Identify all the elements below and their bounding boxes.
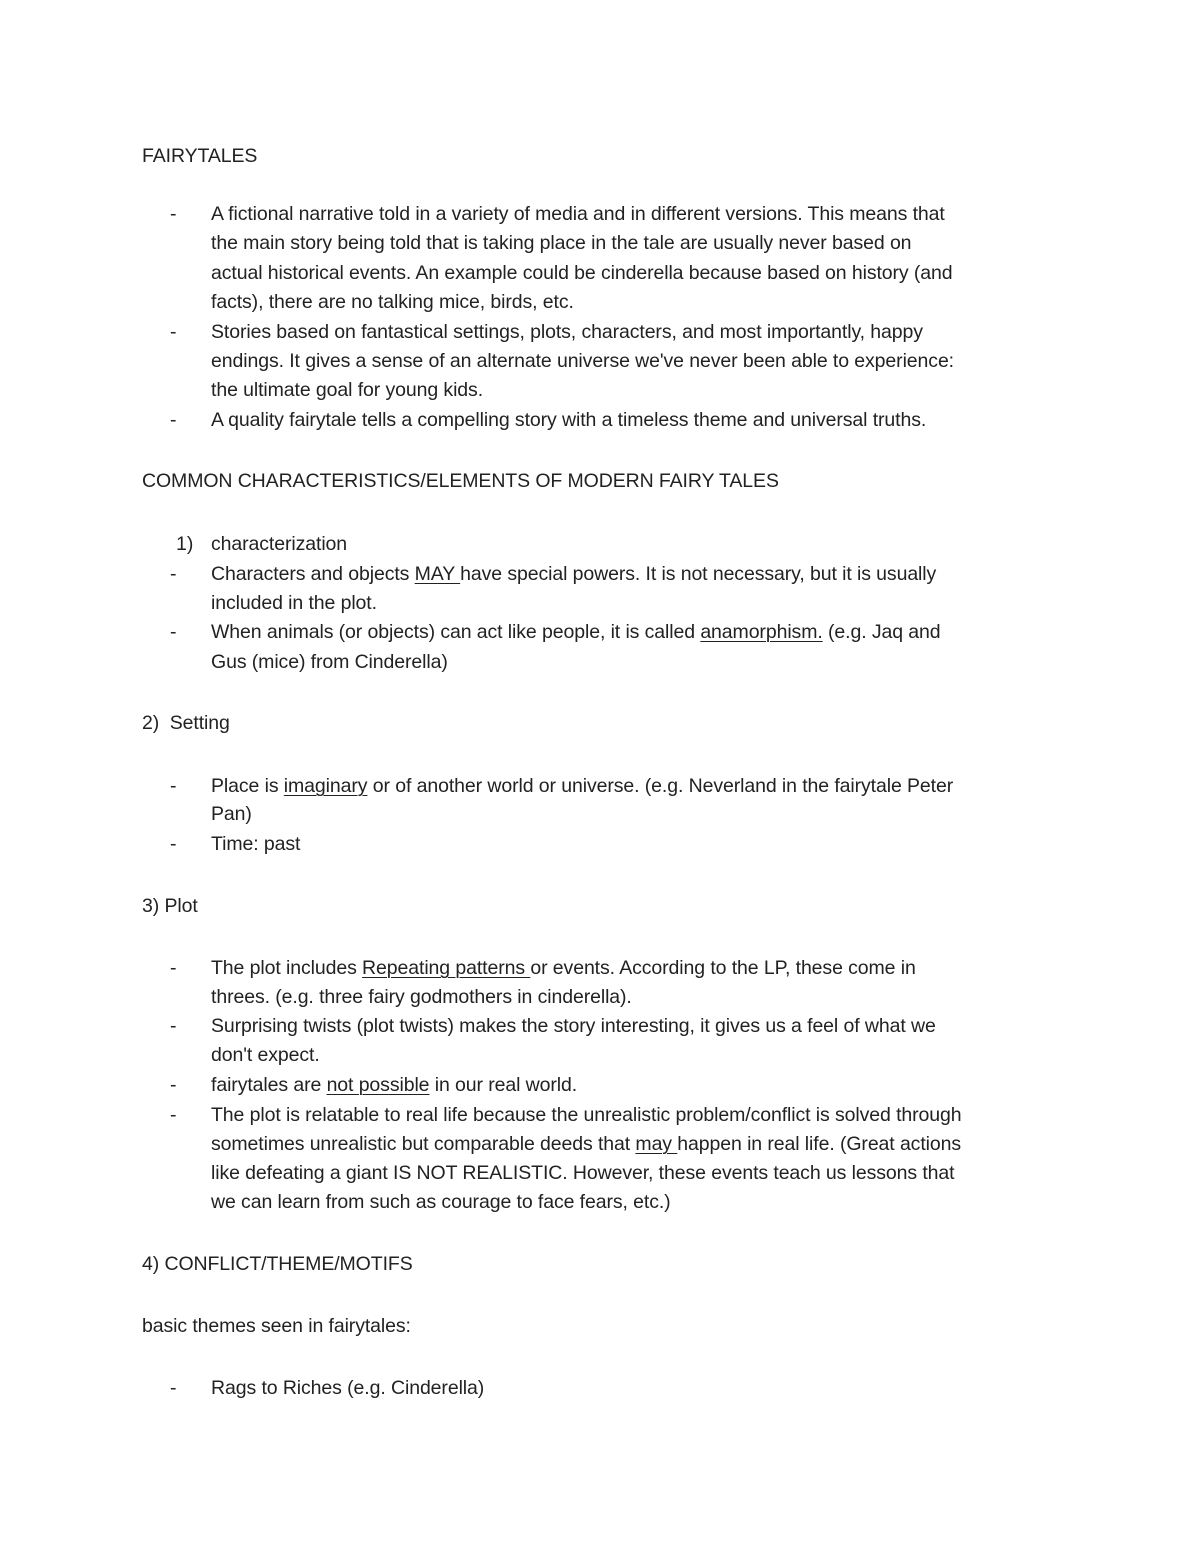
underlined-term: imaginary (283, 775, 368, 797)
plot-item-4-line-4: we can learn from such as courage to face fears, etc.) (211, 1191, 671, 1213)
plot-item-4-line-1: The plot is relatable to real life because the unrealistic problem/conflict is solved through (211, 1104, 962, 1126)
document-title: FAIRYTALES (142, 145, 258, 167)
underlined-term: MAY (414, 563, 461, 585)
plot-item-1-line-1: The plot includes Repeating patterns or events. According to the LP, these come in (211, 957, 916, 979)
bullet-dash: - (170, 1104, 177, 1126)
underlined-term: anamorphism. (700, 621, 823, 643)
plot-item-2-line-2: don't expect. (211, 1044, 320, 1066)
bullet-dash: - (170, 957, 177, 979)
bullet-dash: - (170, 563, 177, 585)
plot-item-1-line-2: threes. (e.g. three fairy godmothers in cinderella). (211, 986, 632, 1008)
characterization-item-2-line-1: When animals (or objects) can act like people, it is called anamorphism. (e.g. Jaq and (211, 621, 941, 643)
bullet-dash: - (170, 321, 177, 343)
characterization-item-1-line-2: included in the plot. (211, 592, 377, 614)
bullet-dash: - (170, 1377, 177, 1399)
bullet-dash: - (170, 409, 177, 431)
intro-item-1-line-3: actual historical events. An example could be cinderella because based on history (and (211, 262, 953, 284)
plot-item-3: fairytales are not possible in our real world. (211, 1074, 578, 1096)
characteristics-heading: COMMON CHARACTERISTICS/ELEMENTS OF MODERN FAIRY TALES (142, 470, 779, 492)
list-number: 1) (176, 533, 194, 555)
themes-subheading: basic themes seen in fairytales: (142, 1315, 411, 1337)
bullet-dash: - (170, 621, 177, 643)
intro-item-2-line-1: Stories based on fantastical settings, plots, characters, and most importantly, happy (211, 321, 923, 343)
intro-item-2-line-2: endings. It gives a sense of an alternate universe we've never been able to experience: (211, 350, 955, 372)
intro-item-1-line-4: facts), there are no talking mice, birds, etc. (211, 291, 574, 313)
underlined-term: Repeating patterns (362, 957, 531, 979)
bullet-dash: - (170, 203, 177, 225)
plot-item-4-line-2: sometimes unrealistic but comparable deeds that may happen in real life. (Great actions (211, 1133, 962, 1155)
bullet-dash: - (170, 1015, 177, 1037)
bullet-dash: - (170, 833, 177, 855)
plot-item-4-line-3: like defeating a giant IS NOT REALISTIC. However, these events teach us lessons that (211, 1162, 955, 1184)
intro-item-1-line-2: the main story being told that is taking place in the tale are usually never based on (211, 232, 912, 254)
intro-item-2-line-3: the ultimate goal for young kids. (211, 379, 484, 401)
themes-item-1: Rags to Riches (e.g. Cinderella) (211, 1377, 485, 1399)
characterization-item-1-line-1: Characters and objects MAY have special powers. It is not necessary, but it is usually (211, 563, 937, 585)
setting-item-1-line-1: Place is imaginary or of another world or universe. (e.g. Neverland in the fairytale Peter (211, 775, 954, 797)
characterization-label: characterization (211, 533, 348, 555)
setting-heading: 2) Setting (142, 712, 230, 734)
underlined-term: may (635, 1133, 678, 1155)
setting-item-2: Time: past (211, 833, 301, 855)
setting-item-1-line-2: Pan) (211, 803, 252, 825)
plot-item-2-line-1: Surprising twists (plot twists) makes the story interesting, it gives us a feel of what we (211, 1015, 936, 1037)
bullet-dash: - (170, 1074, 177, 1096)
bullet-dash: - (170, 775, 177, 797)
intro-item-3-line-1: A quality fairytale tells a compelling story with a timeless theme and universal truths. (211, 409, 927, 431)
intro-item-1-line-1: A fictional narrative told in a variety of media and in different versions. This means that (211, 203, 945, 225)
conflict-heading: 4) CONFLICT/THEME/MOTIFS (142, 1253, 413, 1275)
plot-heading: 3) Plot (142, 895, 198, 917)
underlined-term: not possible (326, 1074, 430, 1096)
characterization-item-2-line-2: Gus (mice) from Cinderella) (211, 651, 448, 673)
